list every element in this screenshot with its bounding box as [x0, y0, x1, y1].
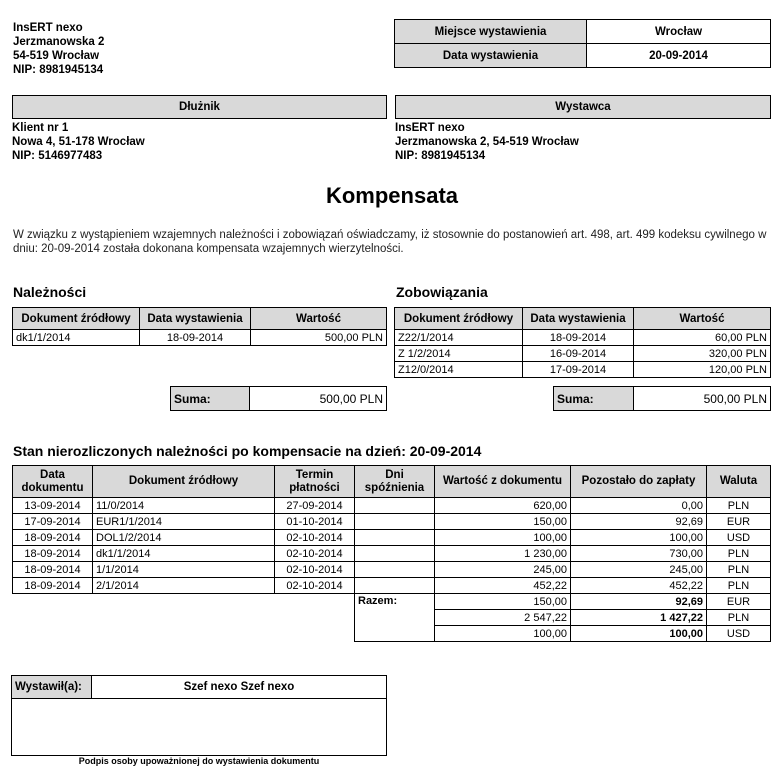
col-header: Waluta	[707, 466, 771, 498]
col-header: Dokument źródłowy	[13, 308, 140, 330]
liabilities-title: Zobowiązania	[396, 284, 488, 300]
cell-doc: dk1/1/2014	[13, 330, 140, 346]
cell-late	[355, 578, 435, 594]
liabilities-sum	[553, 386, 771, 411]
cell-doc: 1/1/2014	[93, 562, 275, 578]
cell-late	[355, 562, 435, 578]
cell-value: 150,00	[435, 514, 571, 530]
total-remaining: 100,00	[571, 626, 707, 642]
cell-remaining: 730,00	[571, 546, 707, 562]
cell-due: 01-10-2014	[275, 514, 355, 530]
issuer-block	[395, 95, 771, 163]
cell-value: 120,00 PLN	[634, 362, 771, 378]
col-header: Data wystawienia	[523, 308, 634, 330]
debtor-header: Dłużnik	[12, 95, 387, 119]
cell-date: 17-09-2014	[523, 362, 634, 378]
cell-currency: USD	[707, 530, 771, 546]
table-row	[395, 330, 771, 346]
total-currency: USD	[707, 626, 771, 642]
cell-date: 18-09-2014	[140, 330, 251, 346]
sum-label: Suma:	[554, 387, 634, 411]
table-row	[13, 546, 771, 562]
place-label: Miejsce wystawienia	[395, 20, 587, 44]
issuer-nip: NIP: 8981945134	[395, 150, 486, 162]
cell-doc: DOL1/2/2014	[93, 530, 275, 546]
sum-value: 500,00 PLN	[250, 387, 387, 411]
cell-late	[355, 546, 435, 562]
col-header: Dni spóźnienia	[355, 466, 435, 498]
date-value: 20-09-2014	[587, 44, 771, 68]
cell-date: 18-09-2014	[13, 546, 93, 562]
cell-currency: PLN	[707, 562, 771, 578]
cell-date: 18-09-2014	[13, 578, 93, 594]
totals-spacer	[13, 626, 355, 642]
table-row	[395, 346, 771, 362]
cell-value: 60,00 PLN	[634, 330, 771, 346]
totals-label: Razem:	[355, 594, 435, 642]
cell-remaining: 245,00	[571, 562, 707, 578]
issue-meta-table	[394, 19, 771, 68]
debtor-nip: NIP: 5146977483	[12, 150, 103, 162]
receivables-title: Należności	[13, 284, 87, 300]
issuer-name: InsERT nexo	[395, 122, 465, 134]
col-header: Pozostało do zapłaty	[571, 466, 707, 498]
cell-value: 620,00	[435, 498, 571, 514]
totals-spacer	[13, 594, 355, 610]
cell-date: 18-09-2014	[13, 562, 93, 578]
sum-label: Suma:	[171, 387, 250, 411]
cell-currency: PLN	[707, 498, 771, 514]
cell-value: 1 230,00	[435, 546, 571, 562]
cell-doc: EUR1/1/2014	[93, 514, 275, 530]
table-row	[13, 498, 771, 514]
cell-value: 100,00	[435, 530, 571, 546]
cell-doc: Z12/0/2014	[395, 362, 523, 378]
col-header: Data dokumentu	[13, 466, 93, 498]
receivables-table	[12, 307, 387, 346]
seller-city: 54-519 Wrocław	[13, 50, 100, 62]
cell-late	[355, 498, 435, 514]
signature-table	[11, 675, 387, 756]
cell-doc: 2/1/2014	[93, 578, 275, 594]
place-value: Wrocław	[587, 20, 771, 44]
col-header: Wartość	[251, 308, 387, 330]
total-currency: EUR	[707, 594, 771, 610]
table-row	[13, 562, 771, 578]
table-row	[395, 362, 771, 378]
date-label: Data wystawienia	[395, 44, 587, 68]
document-intro: W związku z wystąpieniem wzajemnych należności i zobowiązań oświadczamy, iż stosownie do postanowień art. 498, art. 499 kodeksu cywilnego w dniu: 20-09-2014 została dokonana kompensata wzajemnych wierzytelności.	[13, 229, 767, 255]
cell-value: 245,00	[435, 562, 571, 578]
cell-currency: PLN	[707, 546, 771, 562]
debtor-block	[12, 95, 387, 163]
cell-date: 18-09-2014	[13, 530, 93, 546]
liabilities-table	[394, 307, 771, 378]
cell-value: 320,00 PLN	[634, 346, 771, 362]
col-header: Termin płatności	[275, 466, 355, 498]
cell-doc: Z 1/2/2014	[395, 346, 523, 362]
debtor-name: Klient nr 1	[12, 122, 69, 134]
seller-name: InsERT nexo	[13, 22, 83, 34]
cell-remaining: 0,00	[571, 498, 707, 514]
document-title: Kompensata	[325, 183, 459, 208]
cell-doc: Z22/1/2014	[395, 330, 523, 346]
total-value: 150,00	[435, 594, 571, 610]
cell-date: 18-09-2014	[523, 330, 634, 346]
cell-date: 17-09-2014	[13, 514, 93, 530]
cell-remaining: 92,69	[571, 514, 707, 530]
cell-currency: EUR	[707, 514, 771, 530]
totals-spacer	[13, 610, 355, 626]
cell-due: 27-09-2014	[275, 498, 355, 514]
signer-name: Szef nexo Szef nexo	[92, 676, 387, 699]
total-currency: PLN	[707, 610, 771, 626]
signature-caption: Podpis osoby upoważnionej do wystawienia dokumentu	[78, 756, 320, 766]
col-header: Dokument źródłowy	[395, 308, 523, 330]
cell-date: 16-09-2014	[523, 346, 634, 362]
signature-area	[12, 699, 387, 756]
totals-row	[13, 594, 771, 610]
table-row	[13, 514, 771, 530]
cell-due: 02-10-2014	[275, 530, 355, 546]
cell-date: 13-09-2014	[13, 498, 93, 514]
cell-due: 02-10-2014	[275, 562, 355, 578]
col-header: Dokument źródłowy	[93, 466, 275, 498]
cell-due: 02-10-2014	[275, 578, 355, 594]
cell-currency: PLN	[707, 578, 771, 594]
cell-late	[355, 530, 435, 546]
table-row	[13, 330, 387, 346]
col-header: Data wystawienia	[140, 308, 251, 330]
seller-street: Jerzmanowska 2	[13, 36, 105, 48]
table-row	[13, 578, 771, 594]
total-value: 100,00	[435, 626, 571, 642]
table-row	[13, 530, 771, 546]
debtor-address: Nowa 4, 51-178 Wrocław	[12, 136, 145, 148]
seller-nip: NIP: 8981945134	[13, 64, 104, 76]
sum-value: 500,00 PLN	[634, 387, 771, 411]
seller-block	[13, 21, 104, 77]
outstanding-table	[12, 465, 771, 642]
total-value: 2 547,22	[435, 610, 571, 626]
col-header: Wartość z dokumentu	[435, 466, 571, 498]
cell-due: 02-10-2014	[275, 546, 355, 562]
issuer-header: Wystawca	[395, 95, 771, 119]
cell-late	[355, 514, 435, 530]
receivables-sum	[170, 386, 387, 411]
cell-doc: 11/0/2014	[93, 498, 275, 514]
cell-doc: dk1/1/2014	[93, 546, 275, 562]
col-header: Wartość	[634, 308, 771, 330]
cell-remaining: 452,22	[571, 578, 707, 594]
cell-remaining: 100,00	[571, 530, 707, 546]
issuer-address: Jerzmanowska 2, 54-519 Wrocław	[395, 136, 579, 148]
outstanding-title: Stan nierozliczonych należności po kompensacie na dzień: 20-09-2014	[13, 443, 482, 459]
total-remaining: 92,69	[571, 594, 707, 610]
total-remaining: 1 427,22	[571, 610, 707, 626]
cell-value: 452,22	[435, 578, 571, 594]
cell-value: 500,00 PLN	[251, 330, 387, 346]
signer-label: Wystawił(a):	[12, 676, 92, 699]
